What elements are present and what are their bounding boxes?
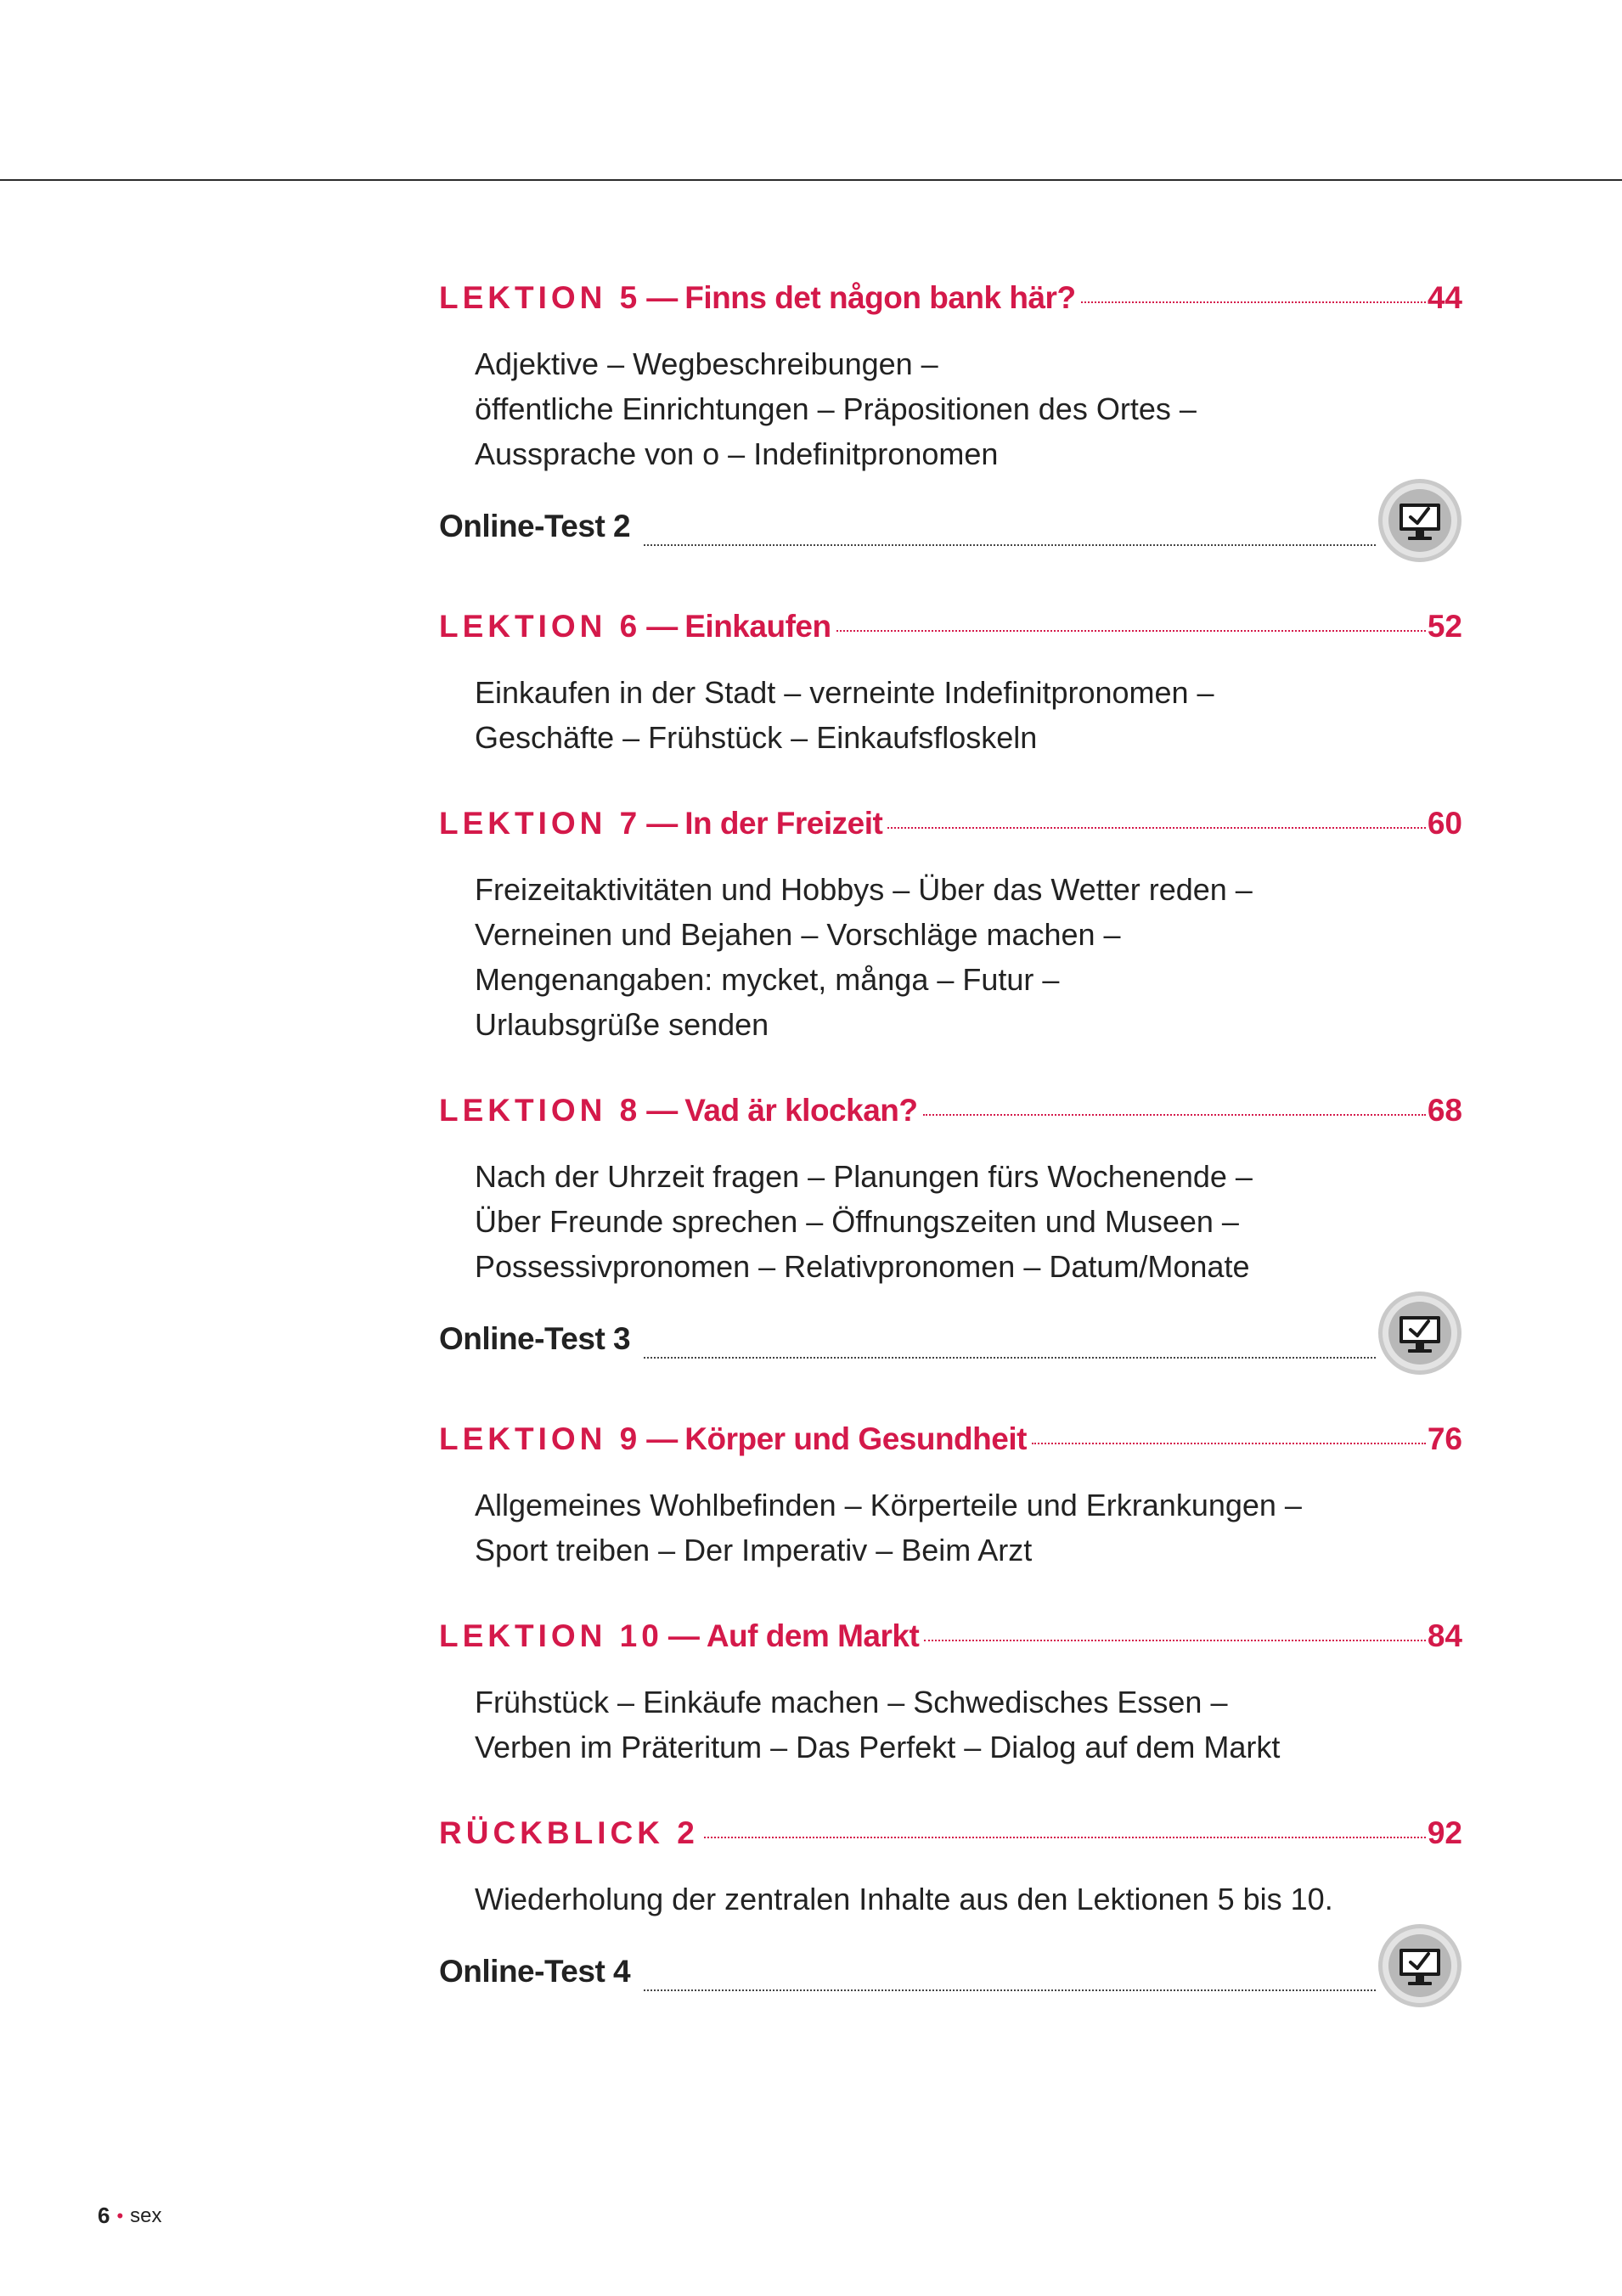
lesson-topics bbox=[475, 670, 1462, 760]
entry-spacer bbox=[439, 1770, 1462, 1815]
toc-entry bbox=[439, 1093, 1462, 1376]
lesson-page: 76 bbox=[1427, 1421, 1462, 1456]
entry-spacer bbox=[439, 1047, 1462, 1093]
lesson-heading[interactable] bbox=[439, 1093, 1462, 1144]
entry-spacer bbox=[439, 760, 1462, 806]
lesson-page: 44 bbox=[1427, 280, 1462, 315]
lesson-heading[interactable] bbox=[439, 806, 1462, 857]
topic-line: öffentliche Einrichtungen – Präpositionen des Ortes – bbox=[475, 391, 1197, 426]
topic-line: Mengenangaben: mycket, många – Futur – bbox=[475, 962, 1060, 997]
toc-entry bbox=[439, 609, 1462, 760]
computer-checkmark-icon[interactable] bbox=[1377, 1923, 1462, 2008]
toc-entry bbox=[439, 1618, 1462, 1770]
lesson-heading[interactable] bbox=[439, 1421, 1462, 1472]
lesson-label: LEKTION 9 bbox=[439, 1421, 642, 1456]
online-test-label: Online-Test 2 bbox=[439, 509, 631, 543]
lesson-label: RÜCKBLICK 2 bbox=[439, 1815, 699, 1850]
dot-leader bbox=[644, 1357, 1376, 1359]
topic-line: Einkaufen in der Stadt – verneinte Indefinitpronomen – bbox=[475, 675, 1214, 710]
toc-entry bbox=[439, 1421, 1462, 1573]
lesson-dash: — bbox=[646, 1093, 679, 1128]
dot-leader bbox=[1081, 301, 1426, 303]
page-word: sex bbox=[130, 2203, 162, 2227]
page-footer bbox=[98, 2203, 162, 2229]
lesson-title: Körper und Gesundheit bbox=[684, 1421, 1027, 1456]
lesson-label: LEKTION 6 bbox=[439, 609, 642, 644]
lesson-label: LEKTION 7 bbox=[439, 806, 642, 841]
lesson-title: In der Freizeit bbox=[684, 806, 883, 841]
toc-entry bbox=[439, 280, 1462, 563]
dot-leader bbox=[923, 1114, 1426, 1116]
dot-leader bbox=[644, 544, 1376, 546]
topic-line: Freizeitaktivitäten und Hobbys – Über das Wetter reden – bbox=[475, 872, 1253, 907]
computer-checkmark-icon[interactable] bbox=[1377, 1291, 1462, 1376]
topic-line: Wiederholung der zentralen Inhalte aus den Lektionen 5 bis 10. bbox=[475, 1882, 1333, 1916]
lesson-topics bbox=[475, 1877, 1462, 1922]
lesson-page: 84 bbox=[1427, 1618, 1462, 1653]
topic-line: Nach der Uhrzeit fragen – Planungen fürs Wochenende – bbox=[475, 1159, 1253, 1194]
lesson-heading[interactable] bbox=[439, 1815, 1462, 1866]
entry-spacer bbox=[439, 1573, 1462, 1618]
lesson-page: 52 bbox=[1427, 609, 1462, 644]
lesson-page: 92 bbox=[1427, 1815, 1462, 1850]
computer-checkmark-icon[interactable] bbox=[1377, 478, 1462, 563]
online-test-label: Online-Test 3 bbox=[439, 1321, 631, 1356]
dot-leader bbox=[704, 1837, 1426, 1838]
lesson-heading[interactable] bbox=[439, 280, 1462, 331]
header-rule bbox=[0, 179, 1622, 181]
dot-leader bbox=[1032, 1443, 1426, 1444]
lesson-page: 68 bbox=[1427, 1093, 1462, 1128]
lesson-dash: — bbox=[646, 806, 679, 841]
topic-line: Über Freunde sprechen – Öffnungszeiten und Museen – bbox=[475, 1204, 1239, 1239]
topic-line: Sport treiben – Der Imperativ – Beim Arzt bbox=[475, 1533, 1033, 1567]
dot-leader bbox=[887, 827, 1426, 829]
table-of-contents bbox=[439, 280, 1462, 2008]
lesson-label: LEKTION 10 bbox=[439, 1618, 663, 1653]
topic-line: Urlaubsgrüße senden bbox=[475, 1007, 769, 1042]
lesson-title: Finns det någon bank här? bbox=[684, 280, 1076, 315]
lesson-topics bbox=[475, 341, 1462, 476]
page-number: 6 bbox=[98, 2203, 110, 2228]
dot-leader bbox=[836, 630, 1426, 632]
topic-line: Verneinen und Bejahen – Vorschläge machen – bbox=[475, 917, 1121, 952]
lesson-label: LEKTION 5 bbox=[439, 280, 642, 315]
topic-line: Geschäfte – Frühstück – Einkaufsfloskeln bbox=[475, 720, 1038, 755]
lesson-heading[interactable] bbox=[439, 1618, 1462, 1669]
entry-spacer bbox=[439, 563, 1462, 609]
lesson-dash: — bbox=[646, 280, 679, 315]
online-test-row[interactable] bbox=[439, 1923, 1462, 2008]
footer-bullet: • bbox=[116, 2204, 124, 2226]
topic-line: Allgemeines Wohlbefinden – Körperteile und Erkrankungen – bbox=[475, 1488, 1302, 1522]
lesson-topics bbox=[475, 867, 1462, 1047]
lesson-topics bbox=[475, 1154, 1462, 1289]
lesson-dash: — bbox=[646, 609, 679, 644]
entry-spacer bbox=[439, 1376, 1462, 1421]
online-test-label: Online-Test 4 bbox=[439, 1954, 631, 1989]
lesson-dash: — bbox=[646, 1421, 679, 1456]
lesson-label: LEKTION 8 bbox=[439, 1093, 642, 1128]
lesson-dash: — bbox=[667, 1618, 700, 1653]
lesson-title: Einkaufen bbox=[684, 609, 831, 644]
topic-line: Frühstück – Einkäufe machen – Schwedisches Essen – bbox=[475, 1685, 1228, 1719]
online-test-row[interactable] bbox=[439, 478, 1462, 563]
topic-line: Adjektive – Wegbeschreibungen – bbox=[475, 346, 938, 381]
dot-leader bbox=[644, 1989, 1376, 1991]
toc-entry bbox=[439, 806, 1462, 1047]
lesson-heading[interactable] bbox=[439, 609, 1462, 660]
online-test-row[interactable] bbox=[439, 1291, 1462, 1376]
lesson-title: Auf dem Markt bbox=[706, 1618, 920, 1653]
lesson-page: 60 bbox=[1427, 806, 1462, 841]
lesson-topics bbox=[475, 1483, 1462, 1573]
topic-line: Aussprache von o – Indefinitpronomen bbox=[475, 436, 999, 471]
topic-line: Verben im Präteritum – Das Perfekt – Dialog auf dem Markt bbox=[475, 1730, 1281, 1764]
lesson-title: Vad är klockan? bbox=[684, 1093, 918, 1128]
lesson-topics bbox=[475, 1680, 1462, 1770]
topic-line: Possessivpronomen – Relativpronomen – Datum/Monate bbox=[475, 1249, 1250, 1284]
toc-entry bbox=[439, 1815, 1462, 2008]
dot-leader bbox=[924, 1640, 1426, 1641]
